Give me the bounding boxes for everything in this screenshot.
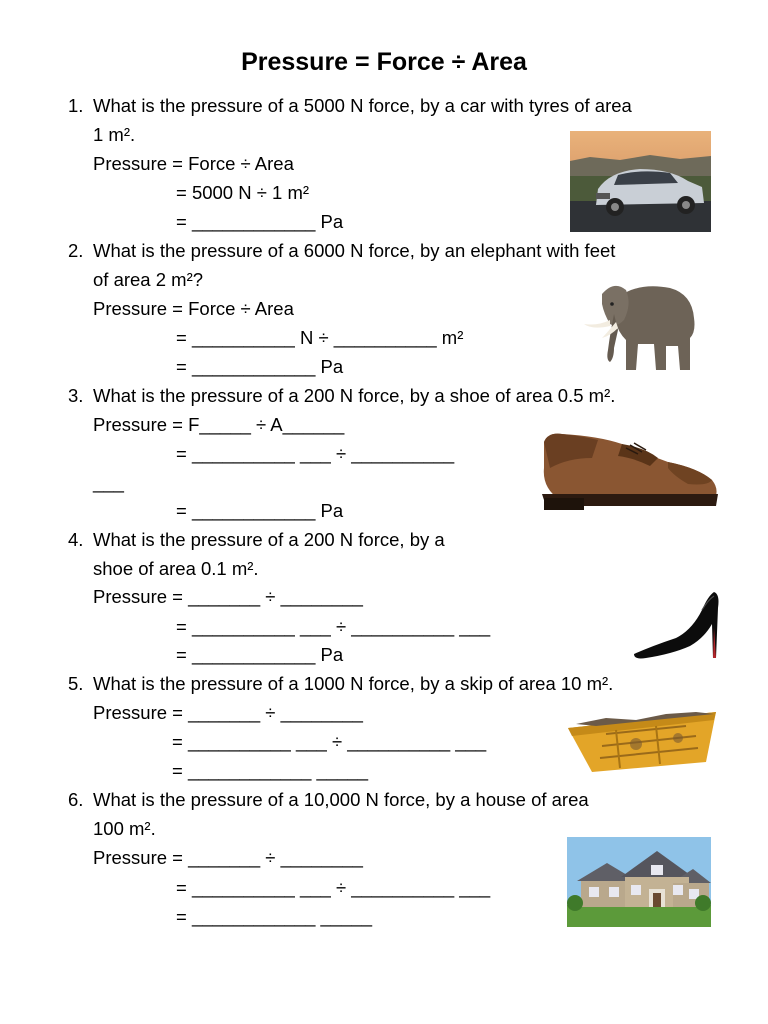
question-1-formula: Pressure = Force ÷ Area xyxy=(93,153,294,174)
question-5-number: 5. xyxy=(68,673,84,694)
question-6-working: = __________ ___ ÷ __________ ___ xyxy=(176,877,491,898)
question-1-text: What is the pressure of a 5000 N force, by a car with tyres of area xyxy=(93,95,632,116)
question-5-answer: = ____________ _____ xyxy=(172,760,368,781)
brogue-shoe-photo xyxy=(538,428,720,514)
question-6-formula: Pressure = _______ ÷ ________ xyxy=(93,847,363,868)
question-3-answer: = ____________ Pa xyxy=(176,500,344,521)
question-1-answer: = ____________ Pa xyxy=(176,211,344,232)
question-3-working-cont: ___ xyxy=(93,472,124,493)
question-5-text: What is the pressure of a 1000 N force, by a skip of area 10 m². xyxy=(93,673,614,694)
question-5-working: = __________ ___ ÷ __________ ___ xyxy=(172,731,487,752)
house-photo xyxy=(567,837,711,927)
question-4-text-cont: shoe of area 0.1 m². xyxy=(93,558,259,579)
question-2-formula: Pressure = Force ÷ Area xyxy=(93,298,294,319)
question-1-working: = 5000 N ÷ 1 m² xyxy=(176,182,310,203)
car-photo xyxy=(570,131,711,232)
skip-photo xyxy=(566,710,720,776)
question-2-working: = __________ N ÷ __________ m² xyxy=(176,327,464,348)
question-2-answer: = ____________ Pa xyxy=(176,356,344,377)
question-6-answer: = ____________ _____ xyxy=(176,906,372,927)
question-6-text-cont: 100 m². xyxy=(93,818,156,839)
question-2-number: 2. xyxy=(68,240,84,261)
worksheet-title: Pressure = Force ÷ Area xyxy=(241,48,527,76)
question-4-text: What is the pressure of a 200 N force, by a xyxy=(93,529,445,550)
question-1-number: 1. xyxy=(68,95,84,116)
question-2-text-cont: of area 2 m²? xyxy=(93,269,204,290)
elephant-photo xyxy=(580,274,702,374)
question-3-text: What is the pressure of a 200 N force, by a shoe of area 0.5 m². xyxy=(93,385,616,406)
question-4-working: = __________ ___ ÷ __________ ___ xyxy=(176,616,491,637)
question-5-formula: Pressure = _______ ÷ ________ xyxy=(93,702,363,723)
question-2-text: What is the pressure of a 6000 N force, by an elephant with feet xyxy=(93,240,616,261)
question-6-text: What is the pressure of a 10,000 N force, by a house of area xyxy=(93,789,589,810)
question-3-working: = __________ ___ ÷ __________ xyxy=(176,443,455,464)
question-1-text-cont: 1 m². xyxy=(93,124,136,145)
question-4-formula: Pressure = _______ ÷ ________ xyxy=(93,586,363,607)
question-3-number: 3. xyxy=(68,385,84,406)
high-heel-photo xyxy=(632,588,720,660)
question-4-number: 4. xyxy=(68,529,84,550)
question-6-number: 6. xyxy=(68,789,84,810)
question-3-formula: Pressure = F_____ ÷ A______ xyxy=(93,414,345,435)
question-4-answer: = ____________ Pa xyxy=(176,644,344,665)
